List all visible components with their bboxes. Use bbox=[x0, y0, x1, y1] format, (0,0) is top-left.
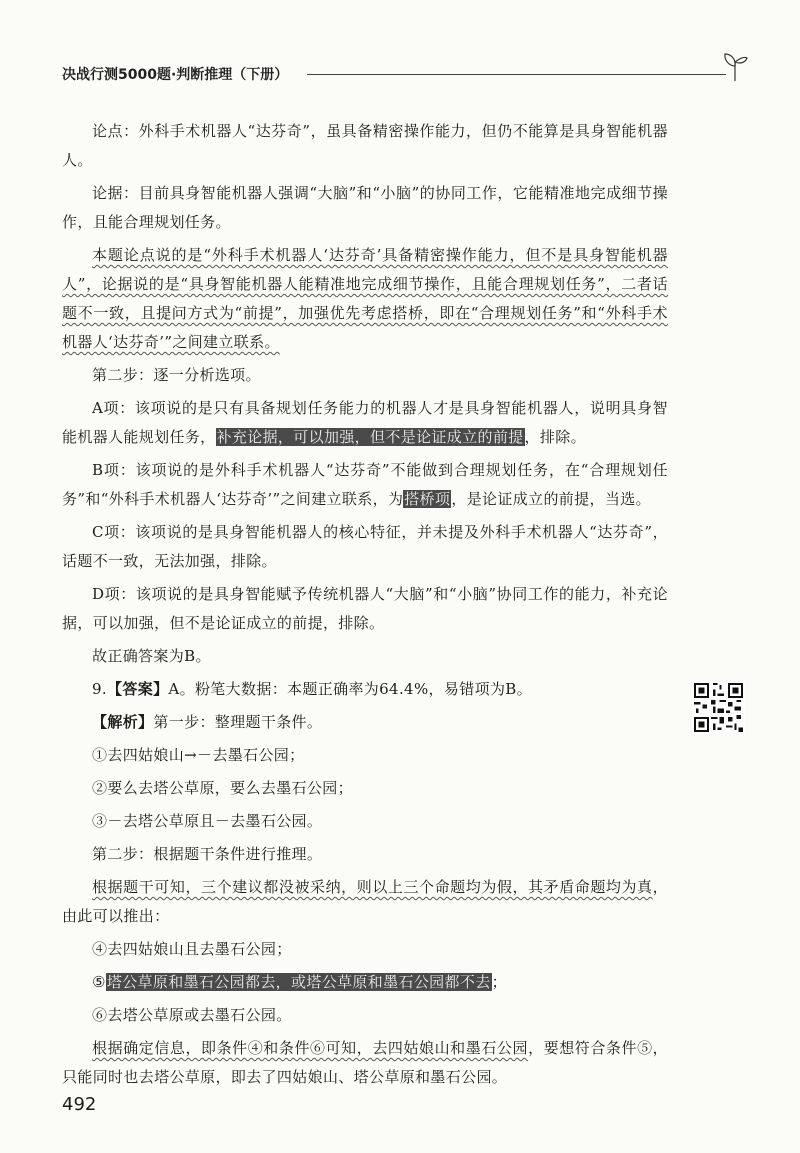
conclusion: 故正确答案为B。 bbox=[92, 647, 211, 665]
condition-2: ②要么去塔公草原，要么去墨石公园； bbox=[92, 779, 353, 797]
answer-text: A。粉笔大数据：本题正确率为64.4%，易错项为B。 bbox=[168, 680, 533, 698]
wavy-underlined-text: 本题论点说的是“外科手术机器人‘达芬奇’具备精密操作能力，但不是具身智能机器人”，论据说的是“具身智能机器人能精准地完成细节操作，且能合理规划任务”，二者话题不一致，且提问方式为“前提”，加强优先考虑搭桥，即在“合理规划任务”和“外科手术机器人‘达芬奇’”之间建立联系。 bbox=[62, 246, 668, 351]
option-d: D项：该项说的是具身智能赋予传统机器人“大脑”和“小脑”协同工作的能力，补充论据，可以加强，但不是论证成立的前提，排除。 bbox=[62, 585, 668, 632]
option-c: C项：该项说的是具身智能机器人的核心特征，并未提及外科手术机器人“达芬奇”，话题不一致，无法加强，排除。 bbox=[62, 523, 668, 570]
qr-code-icon[interactable] bbox=[692, 681, 745, 734]
final-paragraph bbox=[62, 1034, 668, 1092]
condition-5 bbox=[62, 968, 668, 997]
option-a-text: A项：该项说的是只有具备规划任务能力的机器人才是具身智能机器人，说明具身智能机器人能规划任务， bbox=[62, 399, 668, 446]
header-rule bbox=[307, 74, 726, 75]
option-b bbox=[62, 456, 668, 514]
option-a-highlight: 补充论据，可以加强，但不是论证成立的前提 bbox=[216, 428, 524, 446]
reasoning-tail: ，由此可以推出： bbox=[62, 878, 668, 925]
condition-5-tail: ； bbox=[491, 973, 507, 991]
running-header bbox=[62, 62, 752, 92]
analysis-paragraph bbox=[62, 241, 668, 357]
analysis-tag: 【解析】 bbox=[92, 713, 154, 731]
reasoning-wavy-text: 根据题干可知，三个建议都没被采纳，则以上三个命题均为假，其矛盾命题均为真 bbox=[92, 878, 653, 896]
condition-6: ⑥去塔公草原或去墨石公园。 bbox=[92, 1006, 292, 1024]
condition-5-mark: ⑤ bbox=[92, 973, 106, 991]
option-b-text: B项：该项说的是外科手术机器人“达芬奇”不能做到合理规划任务，在“合理规划任务”和“外科手术机器人‘达芬奇’”之间建立联系，为 bbox=[62, 461, 668, 508]
argument-evidence: 论据：目前具身智能机器人强调“大脑”和“小脑”的协同工作，它能精准地完成细节操作，且能合理规划任务。 bbox=[62, 184, 668, 231]
reasoning-paragraph bbox=[62, 873, 668, 931]
condition-1: ①去四姑娘山→－去墨石公园； bbox=[92, 746, 305, 764]
q9-number: 9. bbox=[92, 680, 108, 698]
option-a bbox=[62, 394, 668, 452]
option-a-tail: ，排除。 bbox=[524, 428, 586, 446]
page-number: 492 bbox=[62, 1094, 97, 1115]
q9-answer bbox=[62, 675, 668, 704]
answer-tag: 【答案】 bbox=[107, 680, 169, 698]
final-wavy-text: 根据确定信息，即条件④和条件⑥可知，去四姑娘山和墨石公园 bbox=[92, 1039, 529, 1057]
condition-3: ③－去塔公草原且－去墨石公园。 bbox=[92, 812, 323, 830]
condition-4: ④去四姑娘山且去墨石公园； bbox=[92, 940, 292, 958]
page-body bbox=[62, 117, 668, 1092]
sprout-icon bbox=[718, 48, 752, 82]
final-tail: ，要想符合条件⑤，只能同时也去塔公草原，即去了四姑娘山、塔公草原和墨石公园。 bbox=[62, 1039, 668, 1086]
argument-point: 论点：外科手术机器人“达芬奇”，虽具备精密操作能力，但仍不能算是具身智能机器人。 bbox=[62, 122, 668, 169]
step-two-reasoning: 第二步：根据题干条件进行推理。 bbox=[92, 845, 323, 863]
analysis-step-one: 第一步：整理题干条件。 bbox=[153, 713, 323, 731]
condition-5-highlight: 塔公草原和墨石公园都去，或塔公草原和墨石公园都不去 bbox=[106, 973, 491, 991]
q9-analysis bbox=[62, 708, 668, 737]
option-b-tail: ，是论证成立的前提，当选。 bbox=[451, 490, 651, 508]
step-two-line: 第二步：逐一分析选项。 bbox=[92, 366, 261, 384]
option-b-highlight: 搭桥项 bbox=[404, 490, 451, 508]
book-title: 决战行测5000题·判断推理（下册） bbox=[62, 67, 289, 83]
